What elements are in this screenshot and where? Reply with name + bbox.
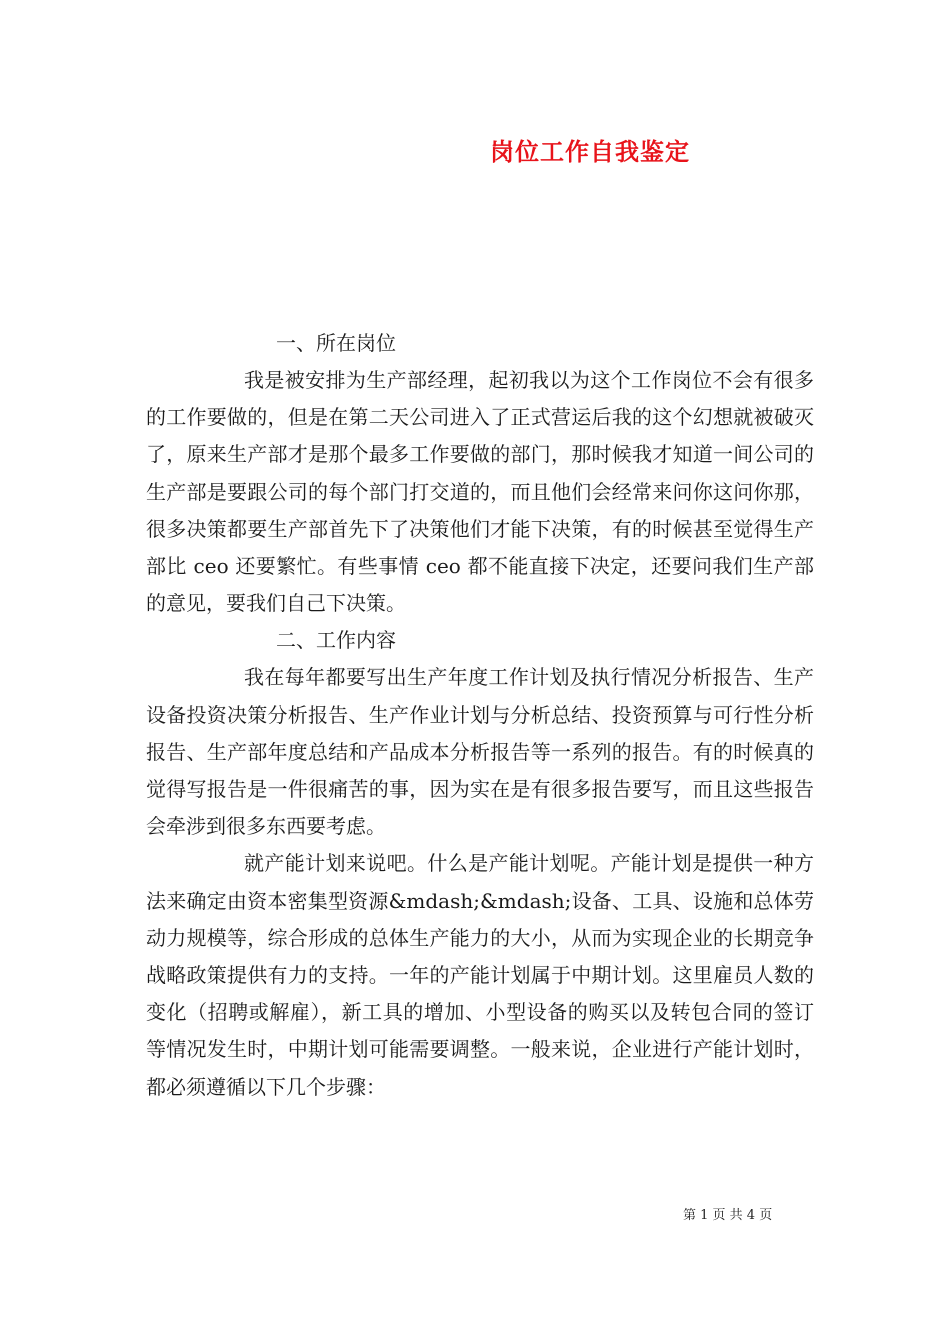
section-heading-work-content: 二、工作内容 — [276, 628, 396, 653]
document-body — [146, 325, 814, 1106]
page-number: 第 1 页 共 4 页 — [683, 1208, 773, 1223]
paragraph-reports: 我在每年都要写出生产年度工作计划及执行情况分析报告、生产设备投资决策分析报告、生产作业计划与分析总结、投资预算与可行性分析报告、生产部年度总结和产品成本分析报告等一系列的报告。有的时候真的觉得写报告是一件很痛苦的事，因为实在是有很多报告要写，而且这些报告会牵涉到很多东西要考虑。 — [146, 665, 814, 839]
section-heading-position: 一、所在岗位 — [276, 331, 396, 355]
document-title: 岗位工作自我鉴定 — [490, 137, 690, 166]
paragraph-position: 我是被安排为生产部经理，起初我以为这个工作岗位不会有很多的工作要做的，但是在第二天公司进入了正式营运后我的这个幻想就被破灭了，原来生产部才是那个最多工作要做的部门，那时候我才知道一间公司的生产部是要跟公司的每个部门打交道的，而且他们会经常来问你这问你那，很多决策都要生产部首先下了决策他们才能下决策，有的时候甚至觉得生产部比 ceo 还要繁忙。有些事情 ceo 都不能直接下决定，还要问我们生产部的意见，要我们自己下决策。 — [146, 368, 814, 616]
paragraph-capacity-planning: 就产能计划来说吧。什么是产能计划呢。产能计划是提供一种方法来确定由资本密集型资源&mdash;&mdash;设备、工具、设施和总体劳动力规模等，综合形成的总体生产能力的大小，从而为实现企业的长期竞争战略政策提供有力的支持。一年的产能计划属于中期计划。这里雇员人数的变化（招聘或解雇），新工具的增加、小型设备的购买以及转包合同的签订等情况发生时，中期计划可能需要调整。一般来说，企业进行产能计划时，都必须遵循以下几个步骤： — [146, 851, 814, 1099]
